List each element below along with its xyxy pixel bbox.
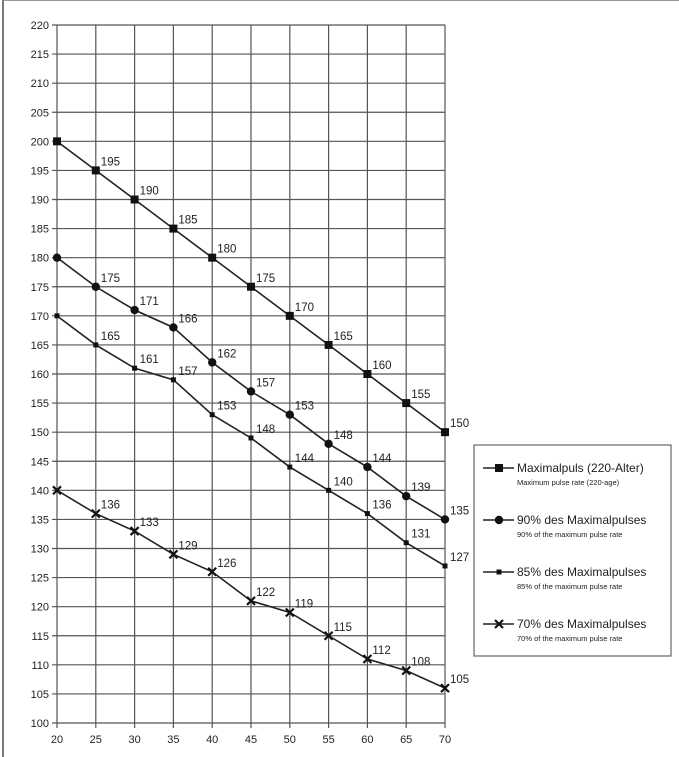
x-tick-label: 35	[167, 734, 180, 746]
data-point	[169, 225, 177, 233]
data-point	[208, 254, 216, 262]
data-point	[365, 511, 370, 516]
y-tick-label: 205	[30, 107, 49, 120]
data-point	[402, 399, 410, 407]
data-label: 170	[294, 301, 314, 314]
data-label: 144	[294, 453, 314, 466]
y-tick-label: 185	[30, 223, 49, 236]
data-point	[402, 492, 410, 500]
data-label: 133	[139, 517, 159, 530]
data-label: 148	[333, 429, 353, 442]
y-tick-label: 160	[30, 369, 49, 381]
data-label: 165	[100, 330, 120, 343]
data-point	[92, 166, 100, 174]
data-point	[326, 488, 331, 493]
y-tick-label: 105	[30, 688, 49, 701]
data-point	[93, 342, 98, 347]
data-label: 112	[372, 645, 391, 658]
data-label: 105	[450, 674, 470, 687]
legend-label: 90% des Maximalpulses	[517, 513, 647, 527]
legend-label: 85% des Maximalpulses	[517, 565, 647, 579]
data-point	[131, 196, 139, 204]
y-tick-label: 100	[30, 718, 49, 730]
legend-sublabel: Maximum pulse rate (220-age)	[517, 478, 620, 487]
y-tick-label: 165	[30, 339, 49, 352]
data-label: 131	[411, 528, 431, 541]
data-label: 195	[100, 156, 120, 169]
x-tick-label: 50	[283, 734, 296, 746]
data-label: 108	[411, 656, 431, 669]
data-point	[247, 283, 255, 291]
y-tick-label: 115	[31, 630, 49, 643]
data-label: 148	[256, 423, 276, 436]
data-point	[441, 515, 449, 523]
y-tick-label: 110	[31, 659, 49, 672]
data-label: 153	[217, 400, 237, 413]
data-label: 180	[217, 243, 237, 256]
y-tick-label: 195	[30, 165, 49, 178]
y-tick-label: 125	[30, 572, 49, 585]
x-tick-label: 45	[244, 734, 258, 746]
data-point	[286, 411, 294, 419]
y-tick-label: 175	[30, 281, 49, 294]
data-label: 190	[139, 185, 159, 198]
data-label: 160	[372, 360, 392, 372]
y-tick-label: 190	[30, 194, 49, 207]
y-tick-label: 140	[30, 485, 49, 498]
data-label: 153	[294, 400, 314, 413]
y-tick-label: 215	[30, 49, 49, 62]
x-tick-label: 55	[322, 734, 335, 746]
data-label: 150	[450, 418, 470, 431]
x-tick-label: 25	[89, 734, 102, 746]
y-tick-label: 130	[30, 543, 49, 556]
data-point	[132, 366, 137, 371]
y-tick-label: 180	[30, 252, 49, 265]
data-point	[210, 412, 215, 417]
data-label: 129	[178, 540, 198, 553]
data-point	[130, 306, 138, 314]
y-tick-label: 210	[30, 78, 49, 91]
y-tick-label: 120	[30, 601, 49, 614]
legend-marker	[497, 570, 502, 575]
data-label: 139	[411, 482, 431, 495]
data-label: 144	[372, 453, 392, 466]
data-point	[443, 563, 448, 568]
data-point	[404, 540, 409, 545]
data-label: 155	[411, 389, 431, 402]
data-label: 166	[178, 313, 198, 326]
data-point	[247, 387, 255, 395]
y-tick-label: 155	[30, 398, 49, 411]
x-tick-label: 65	[400, 734, 413, 746]
data-point	[325, 341, 333, 349]
y-tick-label: 220	[30, 20, 49, 32]
legend-sublabel: 85% of the maximum pulse rate	[517, 582, 623, 591]
data-label: 185	[178, 214, 198, 227]
y-tick-label: 135	[30, 514, 49, 527]
legend-label: 70% des Maximalpulses	[517, 617, 647, 631]
x-tick-label: 70	[438, 734, 452, 746]
data-point	[287, 465, 292, 470]
data-label: 136	[100, 499, 120, 512]
data-label: 122	[256, 586, 276, 599]
data-point	[169, 323, 177, 331]
legend-sublabel: 90% of the maximum pulse rate	[517, 530, 623, 539]
data-label: 165	[333, 330, 353, 343]
legend-label: Maximalpuls (220-Alter)	[517, 461, 644, 475]
data-label: 162	[217, 348, 237, 361]
data-point	[92, 283, 100, 291]
data-label: 157	[178, 365, 198, 378]
y-tick-label: 170	[30, 310, 49, 323]
y-tick-label: 200	[30, 136, 49, 149]
data-point	[53, 137, 61, 145]
data-point	[286, 312, 294, 320]
data-point	[363, 370, 371, 378]
legend-marker	[495, 516, 503, 524]
data-point	[324, 440, 332, 448]
legend-sublabel: 70% of the maximum pulse rate	[517, 634, 623, 643]
data-label: 115	[333, 621, 352, 634]
data-point	[249, 435, 254, 440]
data-label: 161	[139, 354, 159, 367]
legend-marker	[495, 464, 503, 472]
data-label: 157	[256, 377, 276, 390]
x-tick-label: 30	[128, 734, 141, 746]
data-label: 126	[217, 557, 237, 570]
data-point	[363, 463, 371, 471]
data-label: 135	[450, 505, 470, 518]
data-label: 136	[372, 499, 392, 512]
data-point	[171, 377, 176, 382]
data-label: 119	[294, 598, 314, 611]
y-tick-label: 150	[30, 427, 49, 440]
x-tick-label: 40	[206, 734, 219, 746]
data-label: 175	[256, 272, 276, 285]
data-label: 140	[333, 476, 353, 489]
data-label: 127	[450, 551, 470, 564]
data-point	[441, 428, 449, 436]
data-label: 171	[139, 296, 159, 309]
data-label: 175	[100, 272, 120, 285]
data-point	[55, 313, 60, 318]
x-tick-label: 20	[50, 734, 64, 746]
x-tick-label: 60	[361, 734, 374, 746]
data-point	[53, 253, 61, 261]
y-tick-label: 145	[30, 456, 49, 469]
data-point	[208, 358, 216, 366]
